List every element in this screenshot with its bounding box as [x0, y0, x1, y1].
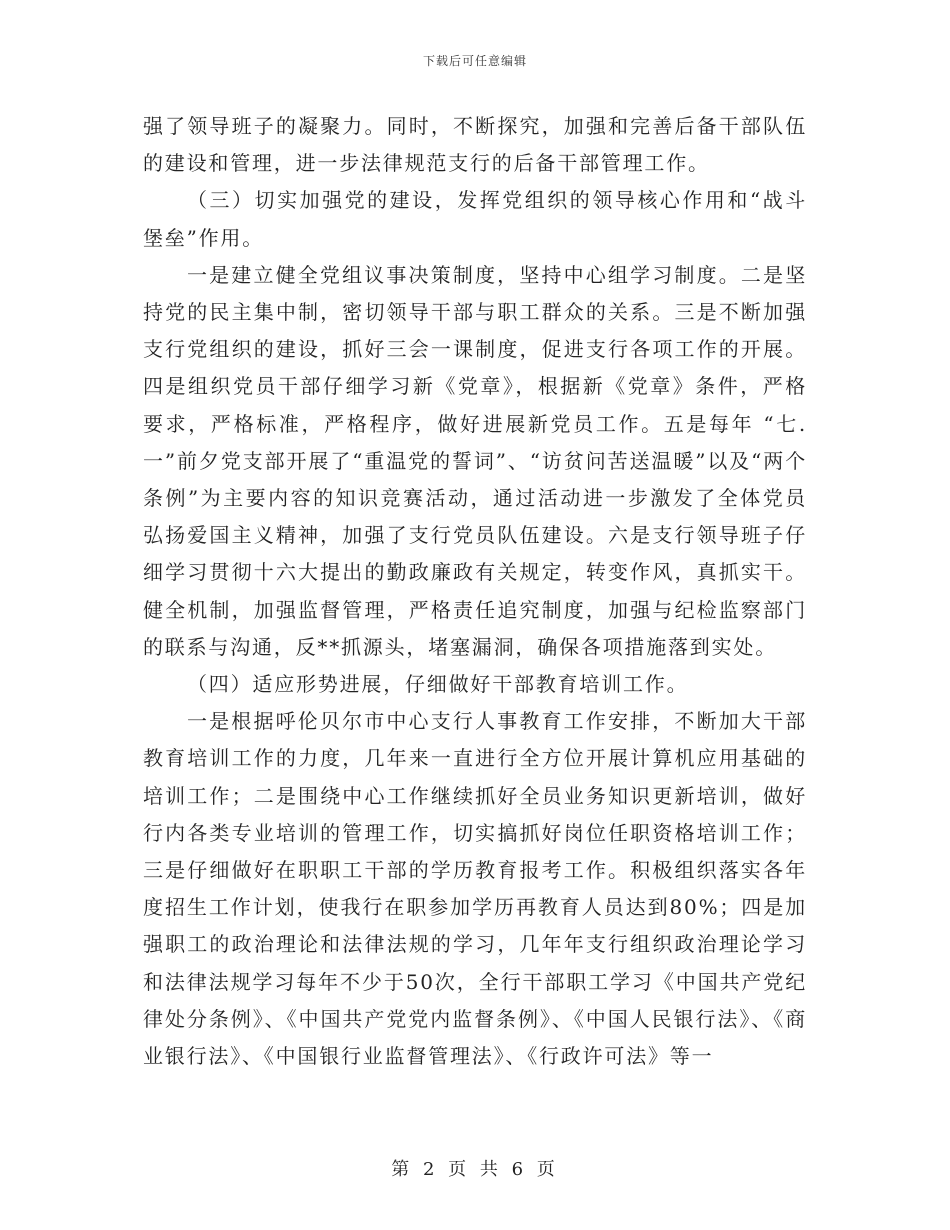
- paragraph-training: 一是根据呼伦贝尔市中心支行人事教育工作安排，不断加大干部教育培训工作的力度，几年来一直进行全方位开展计算机应用基础的培训工作；二是围绕中心工作继续抓好全员业务知识更新培训，做好行内各类专业培训的管理工作，切实搞抓好岗位任职资格培训工作；三是仔细做好在职职工干部的学历教育报考工作。积极组织落实各年度招生工作计划，使我行在职参加学历再教育人员达到80%；四是加强职工的政治理论和法律法规的学习，几年年支行组织政治理论学习和法律法规学习每年不少于50次，全行干部职工学习《中国共产党纪律处分条例》、《中国共产党党内监督条例》、《中国人民银行法》、《商业银行法》、《中国银行业监督管理法》、《行政许可法》等一: [143, 709, 807, 1069]
- section-heading-4: （四）适应形势进展，仔细做好干部教育培训工作。: [187, 672, 689, 697]
- page-footer: 第 2 页 共 6 页: [391, 1159, 559, 1180]
- page-header: 下载后可任意编辑: [422, 54, 527, 68]
- section-heading-3: （三）切实加强党的建设，发挥党组织的领导核心作用和“战斗堡垒”作用。: [143, 188, 807, 250]
- paragraph-continuation: 强了领导班子的凝聚力。同时，不断探究，加强和完善后备干部队伍的建设和管理，进一步法律规范支行的后备干部管理工作。: [143, 114, 807, 176]
- document-body: [143, 108, 807, 1075]
- paragraph-party-building: 一是建立健全党组议事决策制度，坚持中心组学习制度。二是坚持党的民主集中制，密切领导干部与职工群众的关系。三是不断加强支行党组织的建设，抓好三会一课制度，促进支行各项工作的开展。四是组织党员干部仔细学习新《党章》，根据新《党章》条件，严格要求，严格标准，严格程序，做好进展新党员工作。五是每年 “七.一”前夕党支部开展了“重温党的誓词”、“访贫问苦送温暖”以及“两个条例”为主要内容的知识竞赛活动，通过活动进一步激发了全体党员弘扬爱国主义精神，加强了支行党员队伍建设。六是支行领导班子仔细学习贯彻十六大提出的勤政廉政有关规定，转变作风，真抓实干。健全机制，加强监督管理，严格责任追究制度，加强与纪检监察部门的联系与沟通，反**抓源头，堵塞漏洞，确保各项措施落到实处。: [143, 262, 807, 659]
